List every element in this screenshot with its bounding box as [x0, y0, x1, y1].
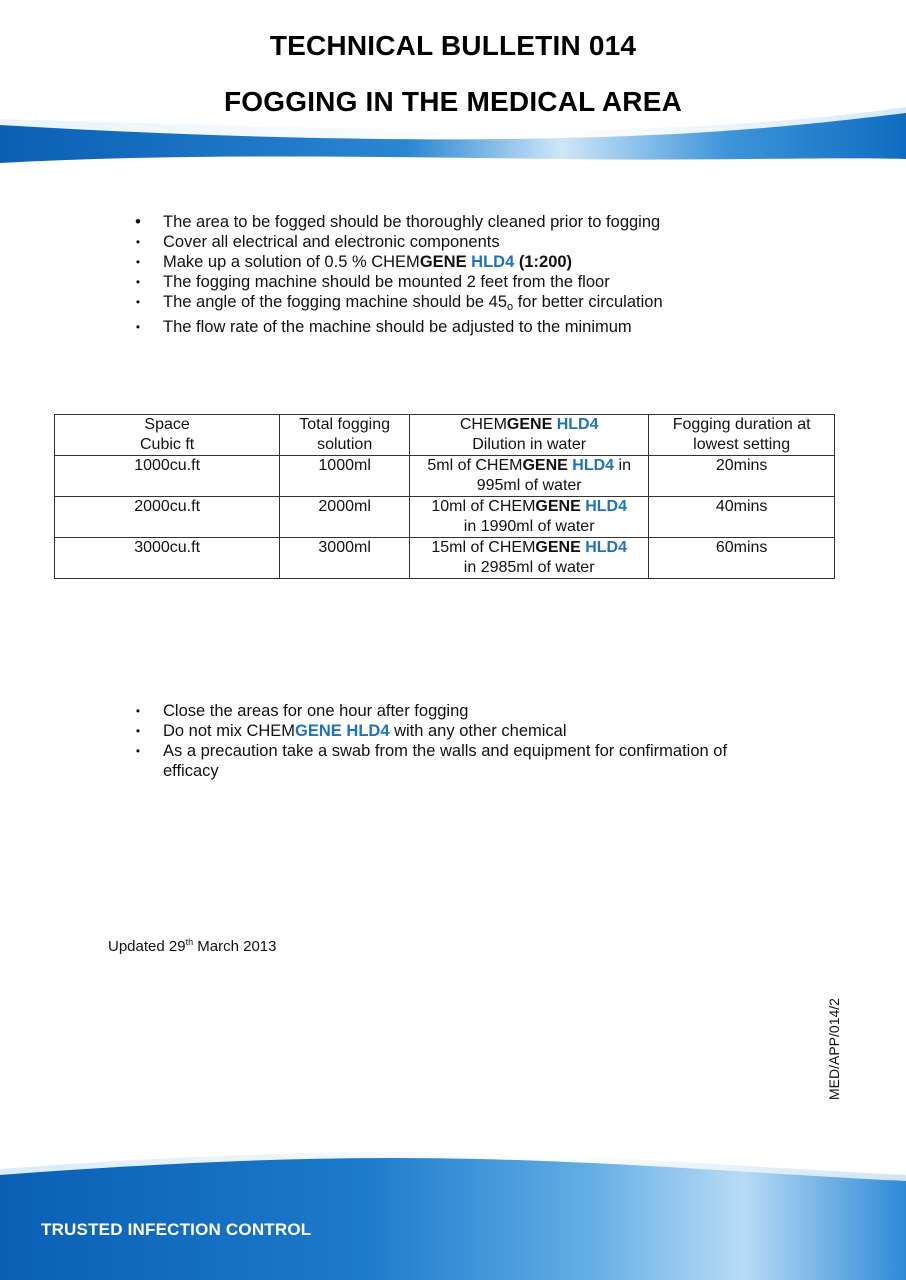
cell-total: 1000ml — [280, 456, 410, 497]
cell-dilution: 5ml of CHEMGENE HLD4 in 995ml of water — [410, 456, 649, 497]
cell-dilution: 10ml of CHEMGENE HLD4 in 1990ml of water — [410, 497, 649, 538]
brand-product: HLD4 — [471, 253, 515, 271]
bullet-icon: • — [135, 212, 141, 231]
header-dilution: CHEMGENE HLD4 Dilution in water — [410, 415, 649, 456]
cell-duration: 60mins — [649, 538, 835, 579]
list-item: • The angle of the fogging machine should be $45_o$ for better circulation — [128, 292, 808, 317]
cell-duration: 40mins — [649, 497, 835, 538]
cell-duration: 20mins — [649, 456, 835, 497]
bullet-icon: • — [135, 255, 141, 269]
dilution-table — [54, 414, 835, 579]
document-reference-code: MED/APP/014/2 — [826, 998, 842, 1100]
bullet-icon: • — [135, 704, 141, 718]
table-row — [55, 538, 835, 579]
bullet-icon: • — [135, 320, 141, 334]
header-total: Total fogging solution — [280, 415, 410, 456]
table-row — [55, 456, 835, 497]
cell-space: 1000cu.ft — [55, 456, 280, 497]
table-header-row — [55, 415, 835, 456]
cell-total: 2000ml — [280, 497, 410, 538]
footer-wave-graphic — [0, 1135, 906, 1280]
list-item: • Cover all electrical and electronic components — [128, 232, 808, 252]
cell-total: 3000ml — [280, 538, 410, 579]
bullet-icon: • — [135, 275, 141, 289]
cell-space: 3000cu.ft — [55, 538, 280, 579]
table-row — [55, 497, 835, 538]
list-item: • Make up a solution of 0.5 % CHEMGENE HLD4 (1:200) — [128, 252, 808, 272]
post-fogging-list — [128, 701, 808, 781]
solution-ratio: (1:200) — [518, 253, 573, 271]
bulletin-title: TECHNICAL BULLETIN 014 — [269, 30, 637, 61]
cell-space: 2000cu.ft — [55, 497, 280, 538]
bullet-icon: • — [135, 744, 141, 758]
bullet-icon: • — [135, 235, 141, 249]
list-item: • As a precaution take a swab from the walls and equipment for confirmation of efficacy — [128, 741, 808, 781]
list-item: • Do not mix CHEMGENE HLD4 with any other chemical — [128, 721, 808, 741]
list-item: • The area to be fogged should be thoroughly cleaned prior to fogging — [128, 212, 808, 232]
bullet-icon: • — [135, 295, 141, 309]
updated-date: Updated 29th March 2013 — [108, 937, 277, 955]
list-item: • The fogging machine should be mounted 2 feet from the floor — [128, 272, 808, 292]
brand-gene: GENE — [419, 253, 467, 271]
list-item: • The flow rate of the machine should be adjusted to the minimum — [128, 317, 808, 337]
preparation-list — [128, 212, 808, 337]
header-space: Space Cubic ft — [55, 415, 280, 456]
header-duration: Fogging duration at lowest setting — [649, 415, 835, 456]
footer-tagline: TRUSTED INFECTION CONTROL — [41, 1220, 312, 1239]
bullet-icon: • — [135, 724, 141, 738]
bulletin-subtitle: FOGGING IN THE MEDICAL AREA — [223, 86, 683, 117]
list-item: • Close the areas for one hour after fogging — [128, 701, 808, 721]
cell-dilution: 15ml of CHEMGENE HLD4 in 2985ml of water — [410, 538, 649, 579]
brand-chem: CHEM — [371, 253, 420, 271]
